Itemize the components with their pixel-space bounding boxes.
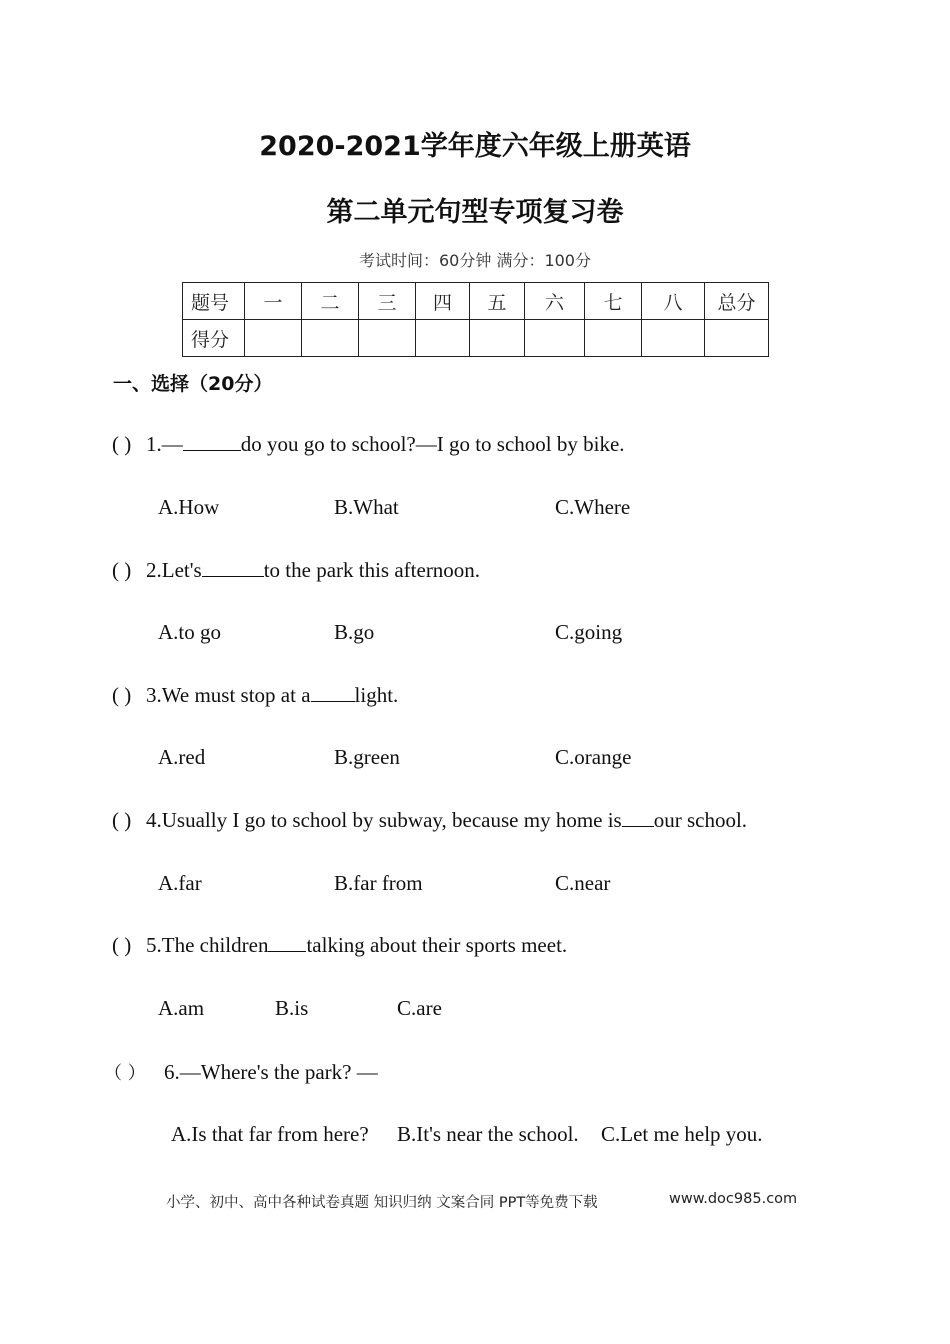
option-a: A.am [158, 996, 205, 1020]
question-text: talking about their sports meet. [306, 933, 568, 957]
exam-info: 考试时间：60分钟 满分：100分 [359, 251, 591, 270]
option-a: A.far [158, 871, 202, 895]
score-table [182, 282, 769, 357]
column-header: 八 [642, 283, 705, 320]
option-c: C.Let me help you. [601, 1122, 763, 1146]
score-cell[interactable] [359, 320, 416, 357]
answer-blank[interactable] [202, 558, 264, 577]
section-title: 一、选择（20分） [113, 373, 273, 395]
score-table-score-row [183, 320, 769, 357]
question-text: 6.—Where's the park? — [164, 1060, 378, 1084]
column-header: 四 [416, 283, 470, 320]
question-text: 4.Usually I go to school by subway, because my home is [146, 808, 622, 832]
option-b: B.green [334, 745, 400, 769]
column-header: 五 [470, 283, 525, 320]
score-label: 得分 [183, 320, 245, 357]
option-c: C.near [555, 871, 611, 895]
option-a: A.Is that far from here? [171, 1122, 369, 1146]
score-cell[interactable] [705, 320, 769, 357]
question-text: to the park this afternoon. [263, 558, 481, 582]
option-c: C.Where [555, 495, 631, 519]
score-cell[interactable] [470, 320, 525, 357]
score-cell[interactable] [245, 320, 302, 357]
score-cell[interactable] [585, 320, 642, 357]
question-text: 3.We must stop at a [146, 683, 311, 707]
answer-blank[interactable] [311, 683, 355, 702]
question-1 [112, 432, 625, 457]
footer-site-link[interactable]: www.doc985.com [669, 1191, 798, 1207]
score-cell[interactable] [525, 320, 585, 357]
answer-paren[interactable]: ( ) [112, 432, 132, 456]
question-text: light. [354, 683, 399, 707]
column-header: 六 [525, 283, 585, 320]
question-2 [112, 558, 480, 583]
question-text: 1.— [146, 432, 183, 456]
answer-blank[interactable] [268, 933, 306, 952]
question-text: our school. [653, 808, 748, 832]
question-6 [104, 1059, 378, 1085]
option-a: A.How [158, 495, 220, 519]
question-4 [112, 808, 747, 833]
column-header: 一 [245, 283, 302, 320]
score-cell[interactable] [642, 320, 705, 357]
option-b: B.is [275, 996, 309, 1020]
column-header: 二 [302, 283, 359, 320]
question-number-label: 题号 [183, 283, 245, 320]
answer-paren[interactable]: ( ) [112, 558, 132, 582]
column-header: 三 [359, 283, 416, 320]
score-cell[interactable] [302, 320, 359, 357]
option-a: A.to go [158, 620, 221, 644]
option-b: B.go [334, 620, 375, 644]
answer-blank[interactable] [622, 808, 654, 827]
answer-paren[interactable]: （ ） [104, 1063, 146, 1084]
option-b: B.It's near the school. [397, 1122, 579, 1146]
option-b: B.What [334, 495, 399, 519]
option-b: B.far from [334, 871, 423, 895]
option-a: A.red [158, 745, 206, 769]
option-c: C.going [555, 620, 623, 644]
option-c: C.orange [555, 745, 632, 769]
answer-paren[interactable]: ( ) [112, 808, 132, 832]
column-header: 总分 [705, 283, 769, 320]
title-line-1: 2020-2021学年度六年级上册英语 [259, 131, 691, 162]
option-c: C.are [397, 996, 442, 1020]
question-text: do you go to school?—I go to school by bike. [240, 432, 625, 456]
question-text: 2.Let's [146, 558, 202, 582]
answer-paren[interactable]: ( ) [112, 683, 132, 707]
footer [166, 1191, 806, 1212]
question-3 [112, 683, 398, 708]
title-line-2: 第二单元句型专项复习卷 [326, 197, 624, 228]
score-table-header-row [183, 283, 769, 320]
column-header: 七 [585, 283, 642, 320]
question-5 [112, 933, 567, 958]
score-cell[interactable] [416, 320, 470, 357]
question-text: 5.The children [146, 933, 269, 957]
answer-blank[interactable] [183, 432, 241, 451]
answer-paren[interactable]: ( ) [112, 933, 132, 957]
footer-text: 小学、初中、高中各种试卷真题 知识归纳 文案合同 PPT等免费下载 [166, 1195, 598, 1211]
